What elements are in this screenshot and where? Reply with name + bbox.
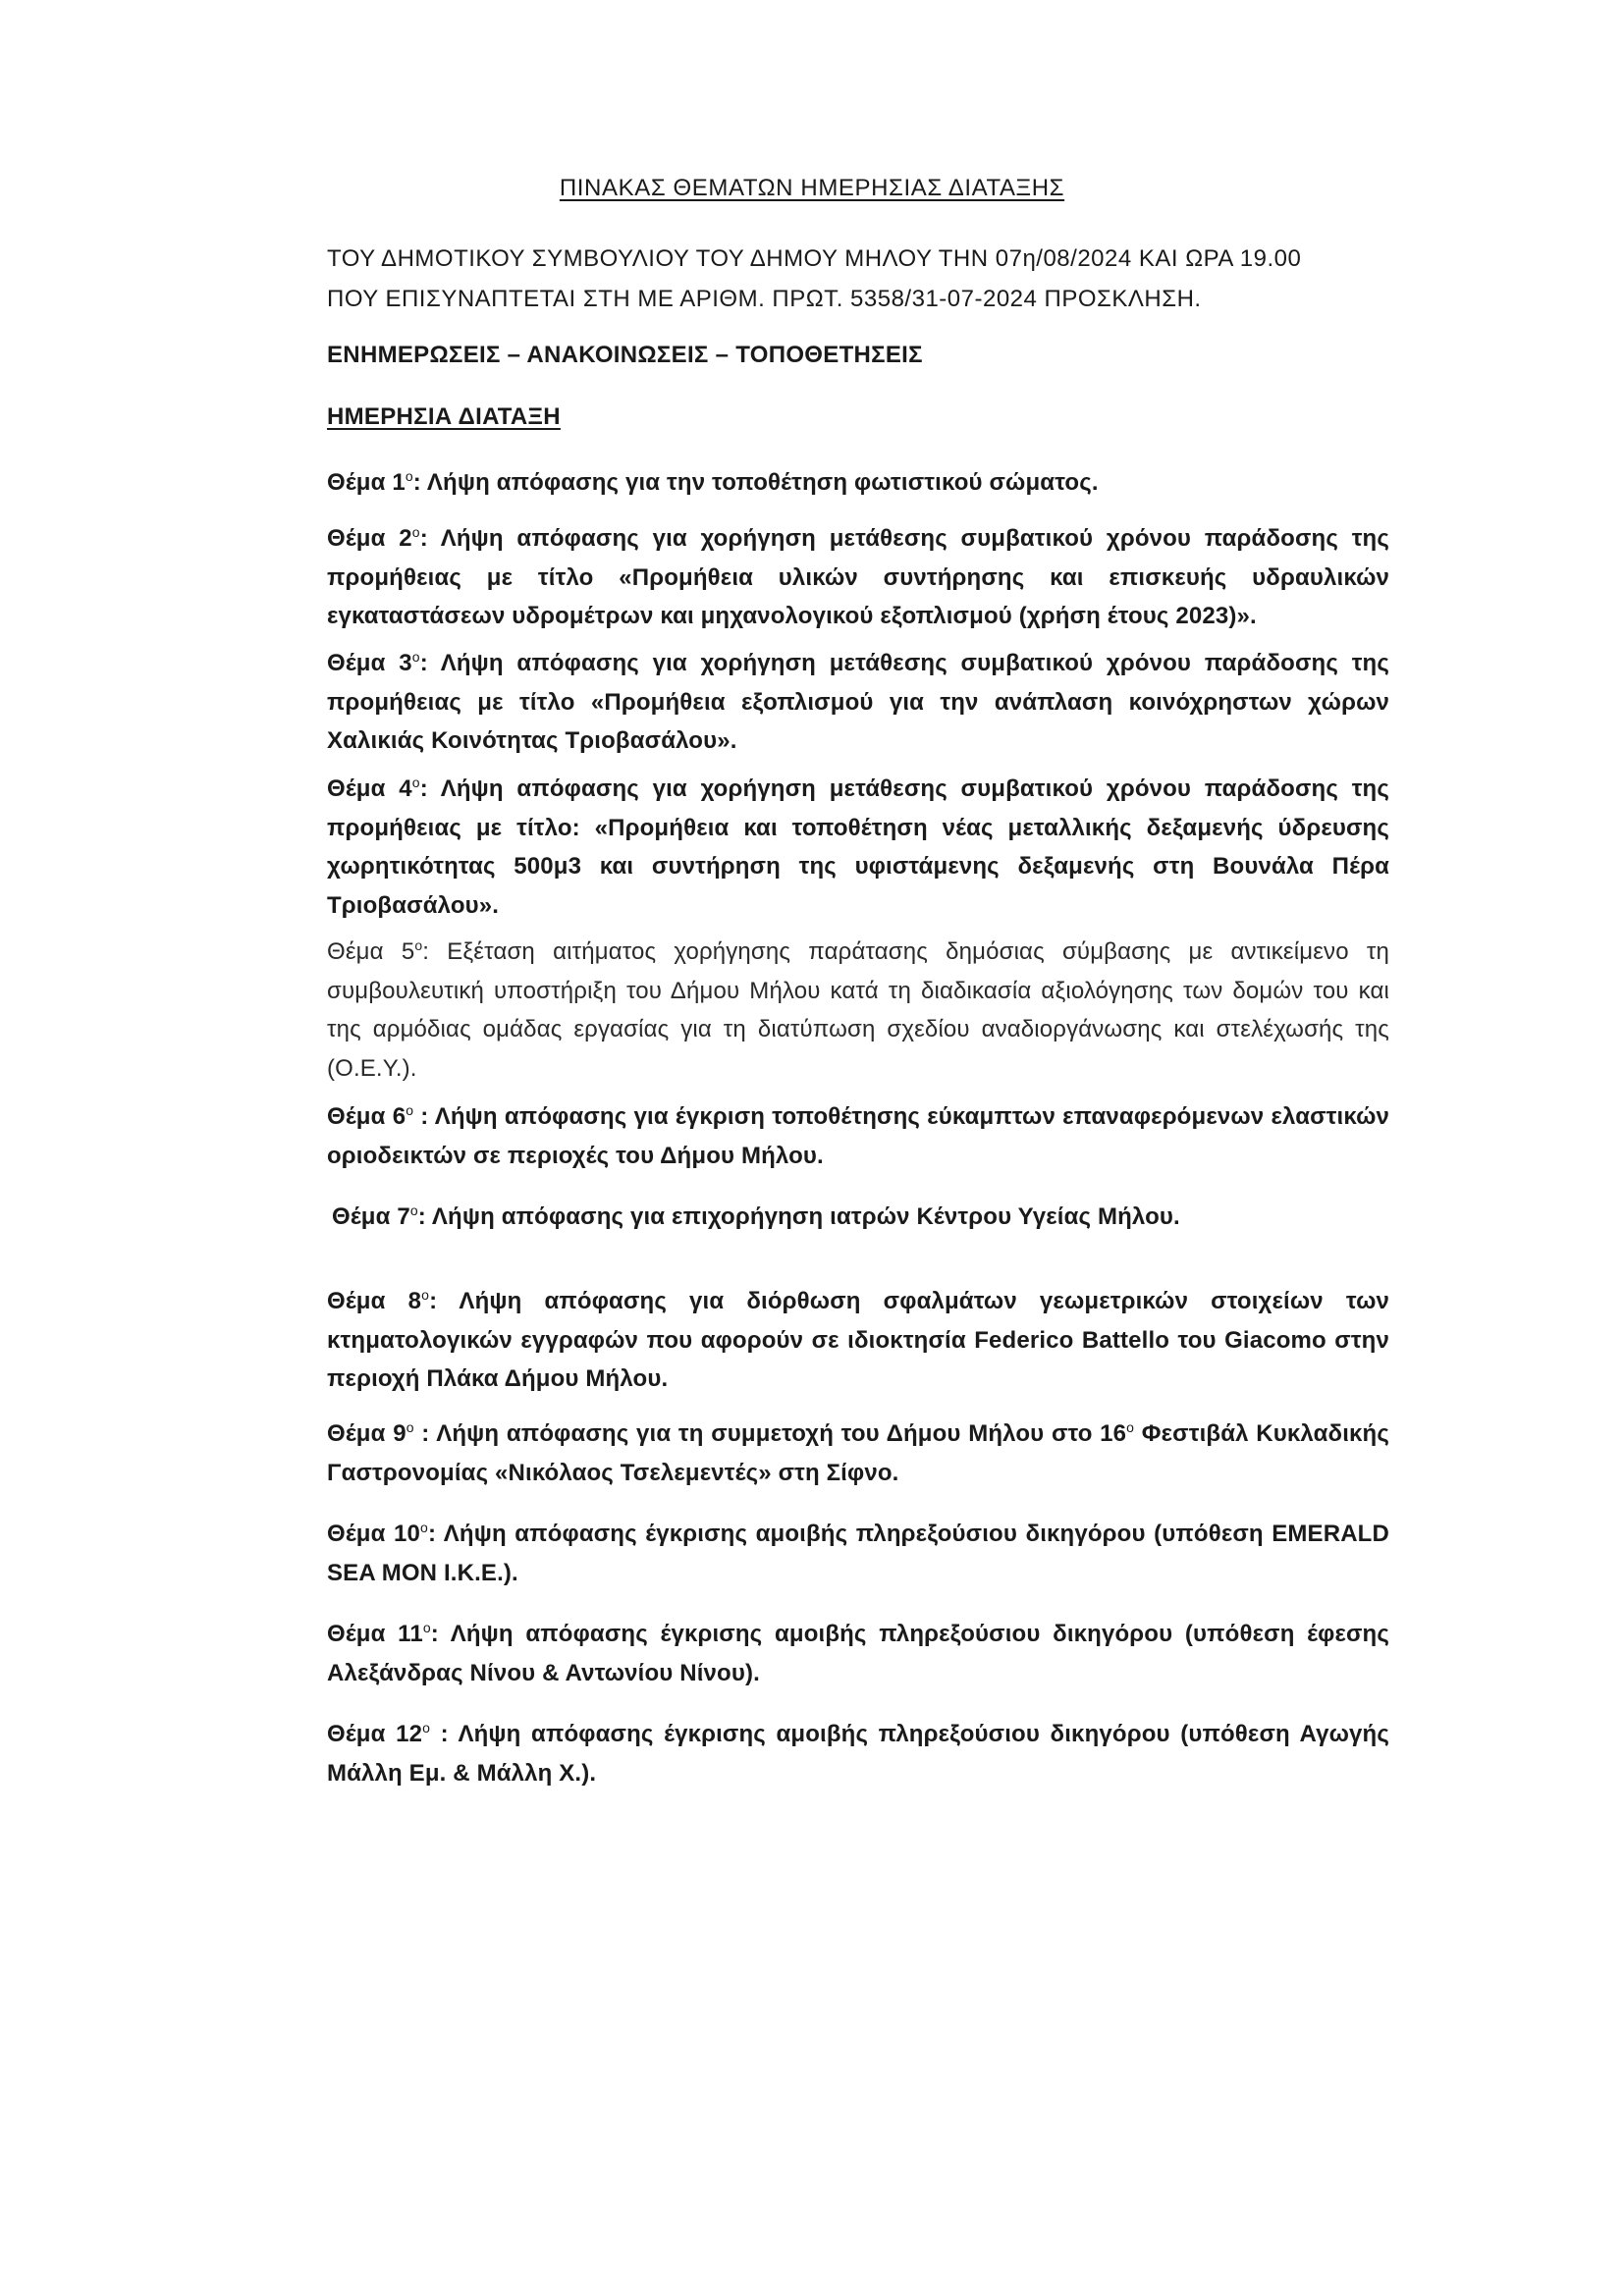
topic-text: Λήψη απόφασης για την τοποθέτηση φωτιστικού σώματος. [426,469,1099,496]
festival-ordinal: ο [1126,1419,1135,1435]
agenda-item-10 [327,1515,1389,1592]
topic-separator: : [413,1420,437,1447]
topic-text: Λήψη απόφασης για έγκριση τοποθέτησης εύκαμπτων επαναφερόμενων ελαστικών οριοδεικτών σε περιοχές του Δήμου Μήλου. [327,1103,1390,1169]
topic-separator: : [419,775,441,802]
topic-ordinal: ο [414,937,423,953]
agenda-heading: ΗΜΕΡΗΣΙΑ ΔΙΑΤΑΞΗ [327,403,561,430]
topic-label: Θέμα 8 [327,1288,422,1314]
topic-separator: : [413,1103,435,1130]
topic-ordinal: ο [411,524,420,540]
topic-ordinal: ο [409,1202,418,1218]
topic-separator: : [427,1521,444,1547]
topic-label: Θέμα 6 [327,1103,406,1130]
agenda-item-9 [327,1415,1389,1492]
agenda-item-11 [327,1615,1389,1692]
topic-separator: : [419,525,441,552]
topic-label: Θέμα 5 [327,938,415,965]
agenda-item-7 [332,1198,1394,1237]
topic-text: Λήψη απόφασης έγκρισης αμοιβής πληρεξούσιου δικηγόρου (υπόθεση Αγωγής Μάλλη Εμ. & Μάλλη Χ.). [327,1721,1389,1787]
topic-text: Λήψη απόφασης για χορήγηση μετάθεσης συμβατικού χρόνου παράδοσης της προμήθειας με τίτλο: «Προμήθεια και τοποθέτηση νέας μεταλλικής δεξαμενής ύδρευσης χωρητικότητας 500μ3 και συντήρηση της υφιστάμενης δεξαμενής στη Βουνάλα Πέρα Τριοβασάλου». [327,775,1389,919]
topic-label: Θέμα 4 [327,775,412,802]
agenda-item-12 [327,1715,1389,1792]
topic-ordinal: ο [421,1287,430,1303]
topic-text: Λήψη απόφασης για τη συμμετοχή του Δήμου Μήλου στο 16 [436,1420,1127,1447]
topic-text: Εξέταση αιτήματος χορήγησης παράτασης δημόσιας σύμβασης με αντικείμενο τη συμβουλευτική υποστήριξη του Δήμου Μήλου κατά τη διαδικασία αξιολόγησης των δομών του και της αρμόδιας ομάδας εργασίας για τη διατύπωση σχεδίου αναδιοργάνωσης και στελέχωσής της (Ο.Ε.Υ.). [327,938,1389,1082]
topic-label: Θέμα 12 [327,1721,423,1747]
topic-label: Θέμα 1 [327,469,406,496]
topic-ordinal: ο [411,774,420,790]
topic-separator: : [430,1721,459,1747]
topic-ordinal: ο [411,649,420,665]
topic-text: Λήψη απόφασης έγκρισης αμοιβής πληρεξούσιου δικηγόρου (υπόθεση EMERALD SEA MON I.K.E.). [327,1521,1389,1586]
topic-ordinal: ο [406,1419,414,1435]
agenda-item-8 [327,1282,1389,1399]
topic-text: Λήψη απόφασης για διόρθωση σφαλμάτων γεωμετρικών στοιχείων των κτηματολογικών εγγραφών που αφορούν σε ιδιοκτησία Federico Battello του Giacomo στην περιοχή Πλάκα Δήμου Μήλου. [327,1288,1389,1392]
topic-separator: : [429,1288,460,1314]
intro-line: ΤΟΥ ΔΗΜΟΤΙΚΟΥ ΣΥΜΒΟΥΛΙΟΥ ΤΟΥ ΔΗΜΟΥ ΜΗΛΟΥ ΤΗΝ 07η/08/2024 ΚΑΙ ΩΡΑ 19.00 [327,245,1302,272]
topic-text: Λήψη απόφασης για χορήγηση μετάθεσης συμβατικού χρόνου παράδοσης της προμήθειας με τίτλο «Προμήθεια υλικών συντήρησης και επισκευής υδραυλικών εγκαταστάσεων υδρομέτρων και μηχανολογικού εξοπλισμού (χρήση έτους 2023)». [327,525,1389,629]
topic-label: Θέμα 3 [327,650,412,676]
topic-ordinal: ο [422,1620,431,1635]
topic-text: Λήψη απόφασης για επιχορήγηση ιατρών Κέντρου Υγείας Μήλου. [431,1203,1180,1230]
topic-ordinal: ο [422,1720,431,1735]
topic-separator: : [422,938,448,965]
topic-text: Λήψη απόφασης για χορήγηση μετάθεσης συμβατικού χρόνου παράδοσης της προμήθειας με τίτλο «Προμήθεια εξοπλισμού για την ανάπλαση κοινόχρηστων χώρων Χαλικιάς Κοινότητας Τριοβασάλου». [327,650,1389,754]
intro-line: ΠΟΥ ΕΠΙΣΥΝΑΠΤΕΤΑΙ ΣΤΗ ΜΕ ΑΡΙΘΜ. ΠΡΩΤ. 5358/31-07-2024 ΠΡΟΣΚΛΗΣΗ. [327,286,1202,312]
topic-separator: : [430,1621,451,1647]
topic-ordinal: ο [420,1520,428,1535]
topic-text-continued: Φεστιβάλ Κυκλαδικής Γαστρονομίας «Νικόλαος Τσελεμεντές» στη Σίφνο. [327,1420,1389,1486]
topic-ordinal: ο [406,1102,414,1118]
topic-separator: : [419,650,441,676]
topic-label: Θέμα 10 [327,1521,421,1547]
agenda-item-1 [327,463,1389,503]
agenda-item-3 [327,644,1389,761]
agenda-item-4 [327,770,1389,925]
announcements-heading: ΕΝΗΜΕΡΩΣΕΙΣ – ΑΝΑΚΟΙΝΩΣΕΙΣ – ΤΟΠΟΘΕΤΗΣΕΙΣ [327,342,923,368]
topic-label: Θέμα 7 [332,1203,410,1230]
topic-label: Θέμα 11 [327,1621,423,1647]
topic-text: Λήψη απόφασης έγκρισης αμοιβής πληρεξούσιου δικηγόρου (υπόθεση έφεσης Αλεξάνδρας Νίνου & Αντωνίου Νίνου). [327,1621,1389,1686]
topic-separator: : [412,469,427,496]
agenda-item-2 [327,519,1389,636]
topic-separator: : [417,1203,432,1230]
document-title: ΠΙΝΑΚΑΣ ΘΕΜΑΤΩΝ ΗΜΕΡΗΣΙΑΣ ΔΙΑΤΑΞΗΣ [559,175,1065,201]
topic-ordinal: ο [405,468,413,484]
intro-paragraph [327,239,1387,319]
topic-label: Θέμα 2 [327,525,412,552]
topic-label: Θέμα 9 [327,1420,406,1447]
agenda-item-6 [327,1097,1389,1175]
agenda-item-5 [327,933,1389,1088]
